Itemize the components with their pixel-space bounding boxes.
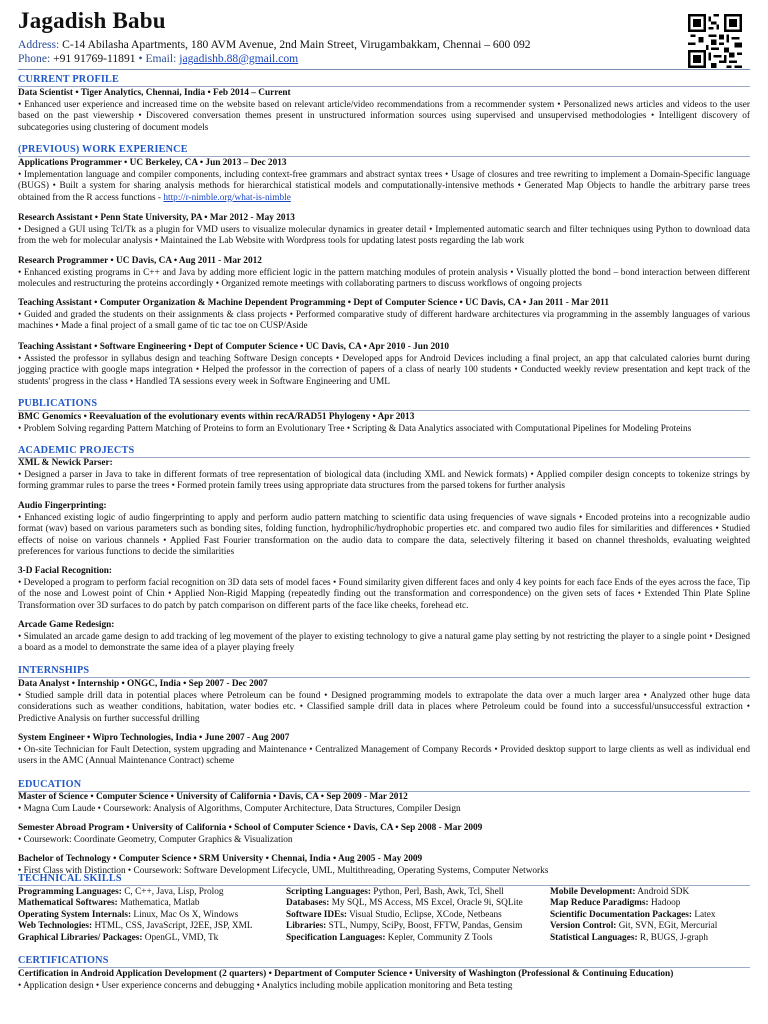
section-technical-skills: TECHNICAL SKILLS — [18, 873, 122, 884]
section-certifications: CERTIFICATIONS — [18, 955, 109, 966]
address-line — [18, 38, 531, 51]
section-divider — [18, 677, 750, 678]
nimble-link[interactable]: http://r-nimble.org/what-is-nimble — [163, 192, 291, 203]
skill-row: Libraries: STL, Numpy, SciPy, Boost, FFTW, Pandas, Gensim — [286, 921, 523, 932]
entry-text: • Enhanced existing logic of audio fingerprinting to apply and perform audio pattern matching to scientific data using frequencies of wave signals • Encoded proteins into a recognizable audio format (wav) based on various parameters such as bonding sites, folding function, hydrophilic/hydrophobic properties etc. and compared two audio files for similarities and differences • Studied effects of noise on various channels • Applied Fast Fourier transformation on the audio data to compare the data, selectively filtering it based on channel thresholds, evaluating weighted preferences for various functions to decide the similarities — [18, 512, 750, 558]
publication-entry — [18, 412, 750, 435]
entry-text: • Designed a parser in Java to take in different formats of tree representation of biological data (including XML and Newick formats) • Applied compiler design concepts to tokenize strings by forming grammar rules to parse the trees • Formed protein family trees using appropriate data structures from the parsed tokens for further analysis — [18, 469, 750, 492]
work-entry-3 — [18, 256, 750, 291]
entry-text: • Designed a GUI using Tcl/Tk as a plugin for VMD users to visualize molecular dynamics in greater detail • Implemented automatic search and filter techniques using Python to download data from the web for molecular analysis • Maintained the Lab Website with Wordpress tools for updating latest posts regarding the lab work — [18, 224, 750, 247]
skill-row: Databases: My SQL, MS Access, MS Excel, Oracle 9i, SQLite — [286, 898, 523, 909]
entry-text: • Developed a program to perform facial recognition on 3D data sets of model faces • Found similarity given different faces and only 4 key points for each face Ends of the eyes across the face, Tip of the nose and Lowest point of Chin • Applied Non-Rigid Mapping (repeatedly finding out the transformation and correspondence) on the given sets of faces • Extended Thin Plate Spline Transformation over 3D surfaces to do patch by patch comparison on different parts of the face like cheeks, forehead etc. — [18, 577, 750, 611]
skill-row: Web Technologies: HTML, CSS, JavaScript, J2EE, JSP, XML — [18, 921, 253, 932]
skill-row: Mathematical Softwares: Mathematica, Matlab — [18, 898, 200, 909]
phone-label: Phone: — [18, 52, 51, 65]
entry-heading: Teaching Assistant • Computer Organization & Machine Dependent Programming • Dept of Computer Science • UC Davis, CA • Jan 2011 - Mar 2011 — [18, 298, 609, 308]
internship-entry-2 — [18, 733, 750, 768]
academic-entry-1 — [18, 458, 750, 493]
section-publications: PUBLICATIONS — [18, 398, 98, 409]
current-profile-block — [18, 88, 750, 134]
skill-row: Scripting Languages: Python, Perl, Bash, Awk, Tcl, Shell — [286, 887, 504, 897]
work-entry-2 — [18, 213, 750, 248]
academic-entry-4 — [18, 620, 750, 655]
entry-text: • Enhanced user experience and increased time on the website based on relevant article/video recommendations from a recommender system • Personalized news articles and videos to the user based on the past viewership • Discovered conversation themes present in unstructured information sources using supervised and unsupervised methodologies • Intelligent discovery of subcategories using clustering of document models — [18, 99, 750, 133]
skills-column-3 — [550, 887, 717, 944]
entry-text: • Implementation language and compiler components, including context-free grammars and abstract syntax trees • Usage of closures and tree rewriting to implement a Domain-Specific language (BUGS) • Built a system for sharing analysis methods for hierarchical statistical models and computationally-intensive methods • Generated Map Objects to handle the arbitrary parse trees obtained from the R access functions - http://r-nimble.org/what-is-nimble — [18, 169, 750, 203]
section-current-profile: CURRENT PROFILE — [18, 74, 120, 85]
entry-heading: Teaching Assistant • Software Engineering • Dept of Computer Science • UC Davis, CA • Apr 2010 - Jun 2010 — [18, 342, 450, 352]
academic-entry-3 — [18, 566, 750, 612]
skill-row: Map Reduce Paradigms: Hadoop — [550, 898, 681, 909]
skill-row: Version Control: Git, SVN, EGit, Mercurial — [550, 921, 718, 932]
education-entry-2 — [18, 823, 750, 846]
entry-heading: Research Assistant • Penn State University, PA • Mar 2012 - May 2013 — [18, 213, 295, 223]
skill-row: Operating System Internals: Linux, Mac Os X, Windows — [18, 909, 239, 920]
separator-bullet-icon: • — [138, 52, 143, 65]
skill-row: Mobile Development: Android SDK — [550, 887, 690, 897]
work-entry-1 — [18, 158, 750, 204]
qr-code-icon — [688, 14, 742, 68]
academic-entry-2 — [18, 501, 750, 559]
work-entry-4 — [18, 298, 750, 333]
skills-column-2 — [286, 887, 523, 944]
skill-row: Graphical Libraries/ Packages: OpenGL, VMD, Tk — [18, 932, 219, 943]
entry-heading: Audio Fingerprinting: — [18, 501, 107, 511]
section-academic-projects: ACADEMIC PROJECTS — [18, 445, 135, 456]
email-link[interactable]: jagadishb.88@gmail.com — [179, 52, 299, 65]
skill-row: Software IDEs: Visual Studio, Eclipse, XCode, Netbeans — [286, 909, 502, 920]
entry-heading: Data Analyst • Internship • ONGC, India • Sep 2007 - Dec 2007 — [18, 679, 268, 689]
skill-row: Programming Languages: C, C++, Java, Lisp, Prolog — [18, 887, 224, 897]
entry-text: • Enhanced existing programs in C++ and Java by adding more efficient logic in the pattern matching modules of protein analysis • Visually plotted the bond – bond interaction between different molecules and restructuring the proteins accordingly • Organized remote meetings with collaborating partners to discuss workflows of ongoing projects — [18, 267, 750, 290]
certification-entry — [18, 969, 750, 992]
entry-text: • Application design • User experience concerns and debugging • Analytics including mobile application monitoring and Beta testing — [18, 980, 513, 991]
internship-entry-1 — [18, 679, 750, 725]
entry-heading: Data Scientist • Tiger Analytics, Chennai, India • Feb 2014 – Current — [18, 88, 291, 98]
skills-column-1 — [18, 887, 253, 944]
section-divider — [18, 156, 750, 157]
section-divider — [18, 410, 750, 411]
entry-heading: Arcade Game Redesign: — [18, 620, 115, 630]
section-education: EDUCATION — [18, 779, 82, 790]
entry-text: • Assisted the professor in syllabus design and teaching Software Design concepts • Developed apps for Android Devices including a final project, an app that calculated calories burnt during jogging practice with google maps integration • Helped the professor in the correction of papers of a class of nearly 100 students • Conducted weekly review presentation and kept track of the students' progress in the class • Handled TA sessions every week in Software Engineering and UML — [18, 353, 750, 387]
entry-heading: Semester Abroad Program • University of California • School of Computer Science • Davis, CA • Sep 2008 - Mar 2009 — [18, 823, 483, 833]
section-previous-work: (PREVIOUS) WORK EXPERIENCE — [18, 144, 188, 155]
phone-value: +91 91769-11891 — [53, 52, 136, 65]
entry-heading: XML & Newick Parser: — [18, 458, 113, 468]
entry-text: • Studied sample drill data in potential places where Petroleum can be found • Designed programming models to extrapolate the data over a much larger area • Analyzed other huge data considerations such as weather conditions, habitation, water bodies etc. • Classified sample drill data in places where Petroleum could be found into a successful/unsuccessful extraction • Predictive Analysis on further successful drilling — [18, 690, 750, 724]
entry-text: • Guided and graded the students on their assignments & class projects • Performed comparative study of different hardware architectures via programming in the assembly languages of various machines • Made a final project of a small game of tic tac toe on CUSP/Aside — [18, 309, 750, 332]
entry-heading: Bachelor of Technology • Computer Science • SRM University • Chennai, India • Aug 2005 - May 2009 — [18, 854, 423, 864]
entry-heading: BMC Genomics • Reevaluation of the evolutionary events within recA/RAD51 Phylogeny • Apr 2013 — [18, 412, 415, 422]
address-label: Address: — [18, 38, 60, 51]
entry-text: • Coursework: Coordinate Geometry, Computer Graphics & Visualization — [18, 834, 293, 845]
entry-text: • Simulated an arcade game design to add tracking of leg movement of the player to existing technology to give a natural game play setting by not restricting the player to a single point • Designed a board as a model to demonstrate the same idea of a player playing freely — [18, 631, 750, 654]
section-internships: INTERNSHIPS — [18, 665, 90, 676]
entry-heading: Master of Science • Computer Science • University of California • Davis, CA • Sep 2009 - Mar 2012 — [18, 792, 408, 802]
entry-heading: Certification in Android Application Development (2 quarters) • Department of Computer Science • University of Washington (Professional & Continuing Education) — [18, 969, 674, 979]
section-divider — [18, 86, 750, 87]
entry-heading: 3-D Facial Recognition: — [18, 566, 112, 576]
address-value: C-14 Abilasha Apartments, 180 AVM Avenue, 2nd Main Street, Virugambakkam, Chennai – 600 092 — [62, 38, 531, 51]
entry-text: • Problem Solving regarding Pattern Matching of Proteins to form an Evolutionary Tree • Scripting & Data Analytics associated with Computational Pipelines for Modeling Proteins — [18, 423, 692, 434]
skill-row: Specification Languages: Kepler, Community Z Tools — [286, 932, 493, 943]
entry-text: • Magna Cum Laude • Coursework: Analysis of Algorithms, Computer Architecture, Data Structures, Compiler Design — [18, 803, 461, 814]
entry-text: • On-site Technician for Fault Detection, system upgrading and Maintenance • Centralized Management of Company Records • Provided desktop support to large clients as well as individual end users in the AMC (Annual Maintenance Contract) scheme — [18, 744, 750, 767]
entry-heading: Research Programmer • UC Davis, CA • Aug 2011 - Mar 2012 — [18, 256, 262, 266]
candidate-name: Jagadish Babu — [18, 8, 166, 33]
entry-heading: System Engineer • Wipro Technologies, India • June 2007 - Aug 2007 — [18, 733, 290, 743]
section-divider — [18, 885, 750, 886]
skill-row: Statistical Languages: R, BUGS, J-graph — [550, 932, 709, 943]
education-entry-1 — [18, 792, 750, 815]
work-entry-5 — [18, 342, 750, 388]
phone-email-line — [18, 52, 298, 65]
section-divider — [18, 967, 750, 968]
email-label: Email: — [145, 52, 177, 65]
skill-row: Scientific Documentation Packages: Latex — [550, 909, 716, 920]
header-divider — [18, 69, 750, 70]
entry-heading: Applications Programmer • UC Berkeley, CA • Jun 2013 – Dec 2013 — [18, 158, 287, 168]
entry-text: • First Class with Distinction • Coursework: Software Development Lifecycle, UML, Multithreading, Operating Systems, Computer Networks — [18, 865, 549, 876]
